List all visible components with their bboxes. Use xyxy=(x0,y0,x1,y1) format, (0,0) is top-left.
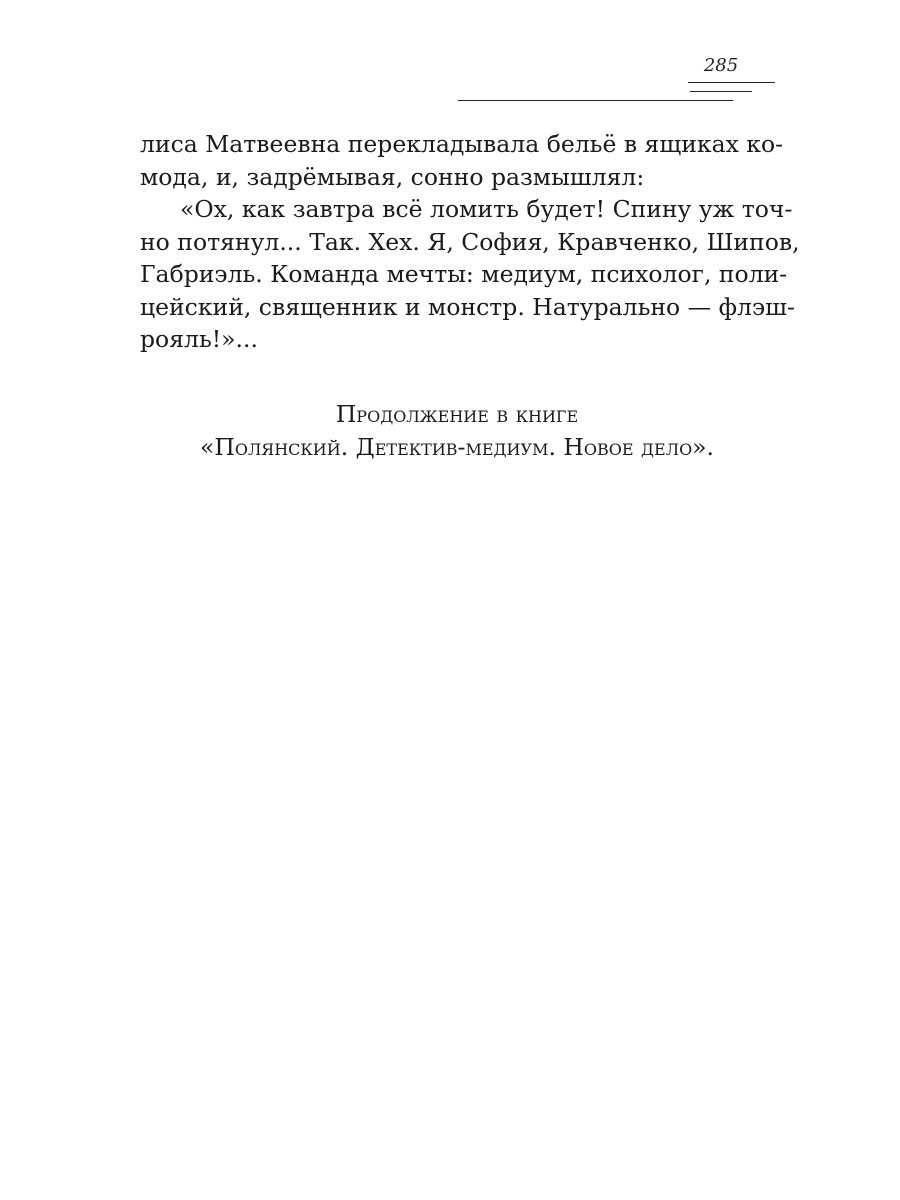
text-line: цейский, священник и монстр. Натурально — флэш- xyxy=(140,292,795,321)
continuation-book-title: «Полянский. Детектив-медиум. Новое дело». xyxy=(199,432,715,461)
body-paragraphs xyxy=(140,128,800,356)
text-line: мода, и, задрёмывая, сонно размышлял: xyxy=(140,162,645,191)
header-rule-top xyxy=(688,82,775,83)
text-line: Габриэль. Команда мечты: медиум, психолог, поли- xyxy=(140,260,788,288)
continuation-heading: Продолжение в книге xyxy=(335,400,579,428)
header-rule-middle xyxy=(690,91,752,92)
text-line: но потянул... Так. Хех. Я, София, Кравченко, Шипов, xyxy=(140,227,800,256)
header-rule-long xyxy=(458,100,733,101)
continuation-note xyxy=(140,398,774,463)
page-number: 285 xyxy=(703,55,739,76)
text-line: лиса Матвеевна перекладывала бельё в ящиках ко- xyxy=(140,130,784,158)
text-line: рояль!»... xyxy=(140,325,258,353)
text-line: «Ох, как завтра всё ломить будет! Спину уж точ- xyxy=(180,195,793,223)
